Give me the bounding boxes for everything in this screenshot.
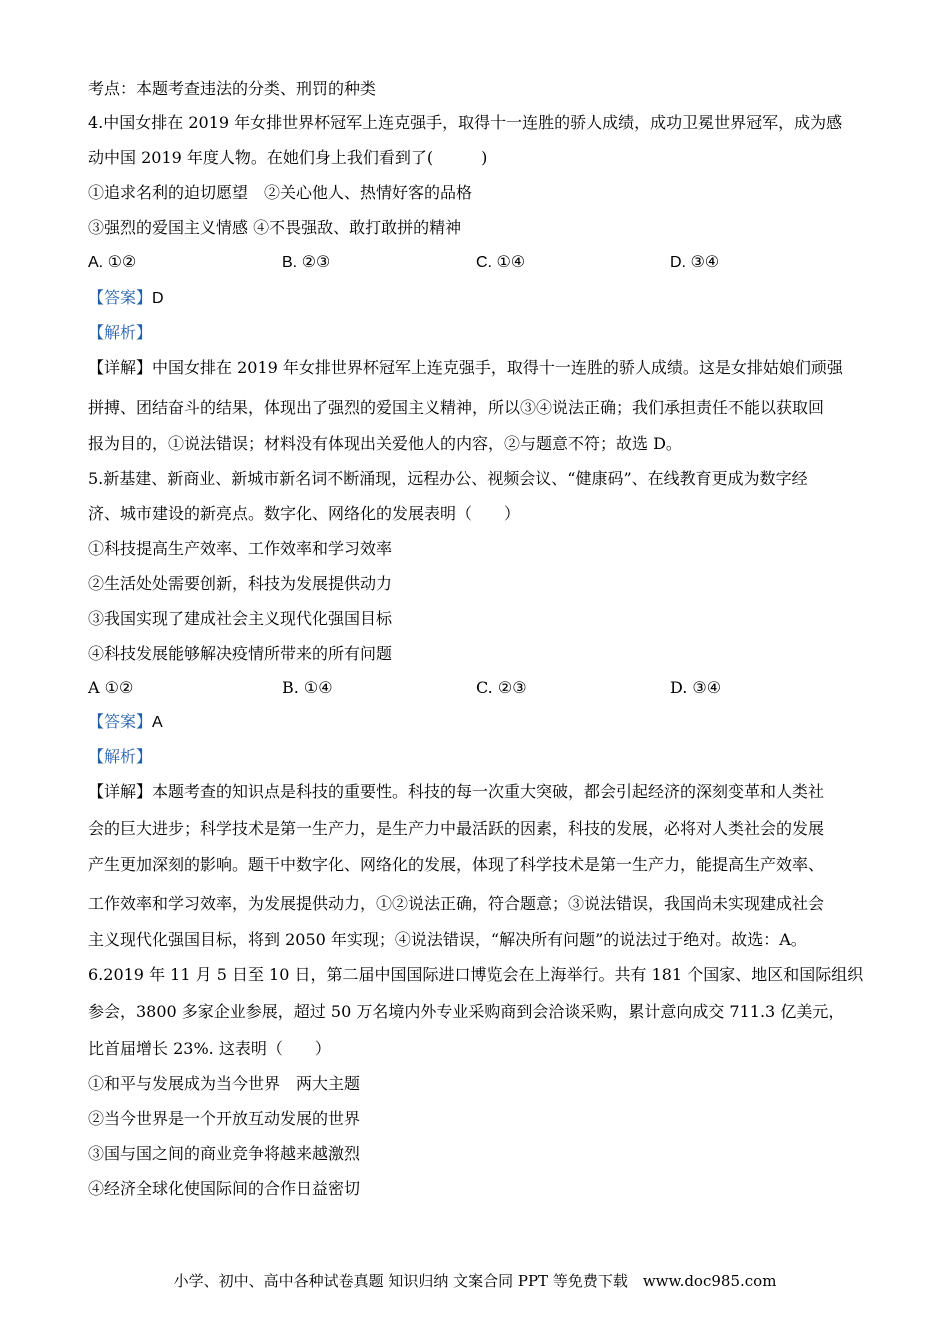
q5-answer (88, 711, 163, 734)
q6-item-line-3: ③国与国之间的商业竞争将越来越激烈 (88, 1144, 361, 1163)
page-footer: 小学、初中、高中各种试卷真题 知识归纳 文案合同 PPT 等免费下载 www.doc985.com (173, 1272, 777, 1290)
q4-detail-line-2: 拼搏、团结奋斗的结果，体现出了强烈的爱国主义精神，所以③④说法正确；我们承担责任不能以获取回 (88, 398, 825, 417)
q4-item-line-1: ①追求名利的迫切愿望 ②关心他人、热情好客的品格 (88, 183, 473, 202)
q5-option-b: B. ①④ (282, 678, 333, 697)
q4-analysis-label: 【解析】 (88, 323, 153, 342)
q5-item-line-2: ②生活处处需要创新，科技为发展提供动力 (88, 574, 393, 593)
q5-option-a: A ①② (88, 678, 134, 697)
q4-option-c: C. ①④ (476, 254, 526, 271)
q5-detail-line-5: 主义现代化强国目标，将到 2050 年实现；④说法错误，“解决所有问题”的说法过于绝对。故选：A。 (88, 930, 807, 949)
q5-item-line-1: ①科技提高生产效率、工作效率和学习效率 (88, 539, 393, 558)
q5-detail-line-3: 产生更加深刻的影响。题干中数字化、网络化的发展，体现了科学技术是第一生产力，能提高生产效率、 (88, 855, 825, 874)
answer-label: 【答案】 (88, 288, 153, 307)
q5-detail-line-2: 会的巨大进步；科学技术是第一生产力，是生产力中最活跃的因素，科技的发展，必将对人类社会的发展 (88, 819, 825, 838)
answer-value: A (152, 714, 163, 731)
q4-item-line-2: ③强烈的爱国主义情感 ④不畏强敌、敢打敢拼的精神 (88, 218, 462, 237)
q5-stem-line-1: 5.新基建、新商业、新城市新名词不断涌现，远程办公、视频会议、“健康码”、在线教育更成为数字经 (88, 469, 808, 488)
answer-value: D (152, 290, 164, 307)
q4-option-b: B. ②③ (282, 254, 331, 271)
q4-answer (88, 287, 164, 310)
q5-stem-line-2: 济、城市建设的新亮点。数字化、网络化的发展表明（ ） (88, 504, 521, 523)
q6-item-line-2: ②当今世界是一个开放互动发展的世界 (88, 1109, 361, 1128)
q6-stem-line-1: 6.2019 年 11 月 5 日至 10 日，第二届中国国际进口博览会在上海举行。共有 181 个国家、地区和国际组织 (88, 965, 864, 984)
q5-item-line-3: ③我国实现了建成社会主义现代化强国目标 (88, 609, 393, 628)
q6-item-line-4: ④经济全球化使国际间的合作日益密切 (88, 1179, 361, 1198)
q4-option-d: D. ③④ (670, 254, 720, 271)
q5-analysis-label: 【解析】 (88, 747, 153, 766)
q4-option-a: A. ①② (88, 254, 137, 271)
topic-note: 考点：本题考查违法的分类、刑罚的种类 (88, 79, 377, 98)
q6-stem-line-2: 参会，3800 多家企业参展，超过 50 万名境内外专业采购商到会洽谈采购，累计意向成交 711.3 亿美元， (88, 1002, 845, 1021)
q4-stem-line-2: 动中国 2019 年度人物。在她们身上我们看到了( ) (88, 148, 488, 167)
q5-detail-line-4: 工作效率和学习效率，为发展提供动力，①②说法正确，符合题意；③说法错误，我国尚未实现建成社会 (88, 894, 825, 913)
q5-detail-line-1: 【详解】本题考查的知识点是科技的重要性。科技的每一次重大突破，都会引起经济的深刻变革和人类社 (88, 782, 825, 801)
q4-detail-line-1: 【详解】中国女排在 2019 年女排世界杯冠军上连克强手，取得十一连胜的骄人成绩。这是女排姑娘们顽强 (88, 358, 843, 377)
q6-item-line-1: ①和平与发展成为当今世界 两大主题 (88, 1074, 361, 1093)
q6-stem-line-3: 比首届增长 23%. 这表明（ ） (88, 1039, 331, 1058)
q4-detail-line-3: 报为目的，①说法错误；材料没有体现出关爱他人的内容，②与题意不符；故选 D。 (88, 434, 682, 453)
q5-option-d: D. ③④ (670, 678, 722, 697)
q4-stem-line-1: 4.中国女排在 2019 年女排世界杯冠军上连克强手，取得十一连胜的骄人成绩，成功卫冕世界冠军，成为感 (88, 113, 843, 132)
q5-item-line-4: ④科技发展能够解决疫情所带来的所有问题 (88, 644, 393, 663)
q5-option-c: C. ②③ (476, 678, 527, 697)
answer-label: 【答案】 (88, 712, 153, 731)
